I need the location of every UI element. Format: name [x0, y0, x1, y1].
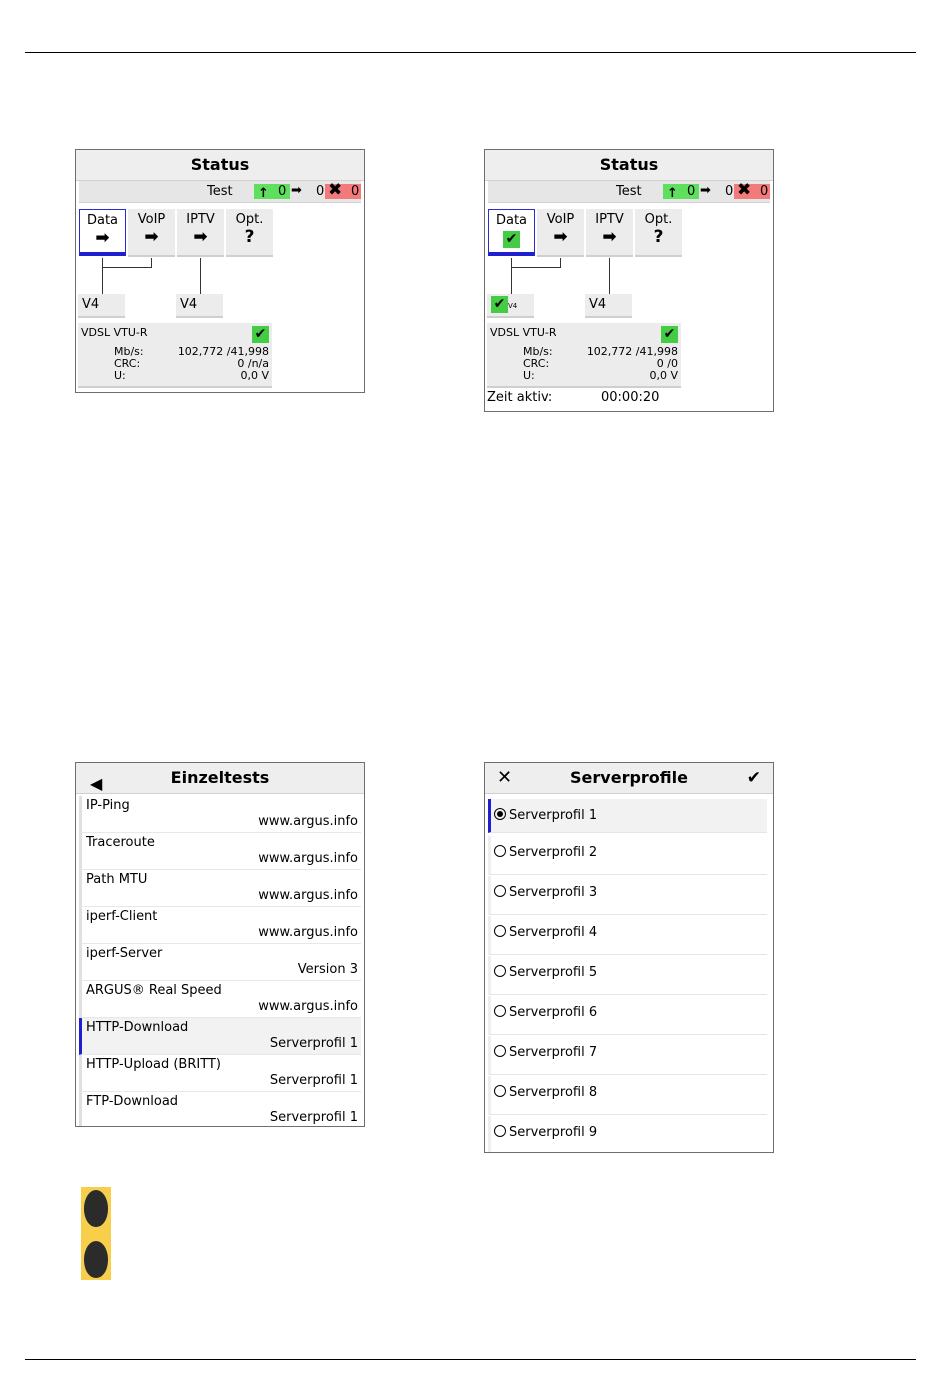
time-active-value: 00:00:20 — [601, 390, 660, 405]
radio-icon[interactable] — [494, 845, 506, 857]
tree-line — [609, 258, 610, 294]
tree-line — [511, 258, 512, 294]
passed-counter: ↑ 0 — [663, 184, 699, 199]
check-icon: ✔ — [661, 326, 678, 343]
tree-line — [560, 258, 561, 268]
time-active-label: Zeit aktiv: — [487, 390, 553, 405]
right-arrow-icon: ➡ — [144, 227, 159, 247]
serverprofile-option[interactable]: Serverprofil 2 — [488, 836, 767, 875]
test-summary-bar — [488, 181, 770, 203]
tab-options[interactable]: Opt. ? — [226, 209, 273, 257]
serverprofile-option[interactable]: Serverprofil 3 — [488, 876, 767, 915]
serverprofile-option[interactable]: Serverprofil 5 — [488, 956, 767, 995]
vdsl-status-panel: VDSL VTU-R ✔ Mb/s: 102,772 /41,998 CRC: 0 /0 U: 0,0 V — [487, 323, 681, 388]
check-icon: ✔ — [252, 326, 269, 343]
radio-selected-icon[interactable] — [494, 808, 506, 820]
check-icon: ✔ — [503, 231, 520, 248]
question-icon: ? — [244, 227, 255, 247]
tab-voip[interactable]: VoIP ➡ — [537, 209, 584, 257]
up-arrow-icon: ↑ — [667, 186, 678, 201]
hardware-keys — [81, 1187, 111, 1280]
iptv-v4-node[interactable]: V4 — [585, 294, 632, 318]
running-counter: 0 — [725, 184, 734, 199]
list-item[interactable]: iperf-Server Version 3 — [79, 944, 361, 981]
radio-icon[interactable] — [494, 965, 506, 977]
test-label: Test — [616, 184, 642, 199]
serverprofile-title: ✕ Serverprofile ✔ — [485, 763, 773, 794]
data-v4-node[interactable]: V4 — [78, 294, 125, 318]
top-rule — [25, 52, 916, 53]
upper-softkey-icon[interactable] — [84, 1190, 108, 1227]
serverprofile-option[interactable]: Serverprofil 1 — [488, 799, 767, 833]
vdsl-header: VDSL VTU-R — [490, 326, 557, 339]
right-arrow-icon: ➡ — [95, 228, 110, 248]
right-arrow-icon: ➡ — [553, 227, 568, 247]
serverprofile-option[interactable]: Serverprofil 7 — [488, 1036, 767, 1075]
question-icon: ? — [653, 227, 664, 247]
tab-voip[interactable]: VoIP ➡ — [128, 209, 175, 257]
confirm-check-icon[interactable]: ✔ — [746, 768, 761, 788]
test-label: Test — [207, 184, 233, 199]
tree-line — [102, 267, 152, 268]
vdsl-status-panel: VDSL VTU-R ✔ Mb/s: 102,772 /41,998 CRC: 0 /n/a U: 0,0 V — [78, 323, 272, 388]
up-arrow-icon: ↑ — [258, 186, 269, 201]
status-screen-1 — [75, 149, 365, 393]
tab-options[interactable]: Opt. ? — [635, 209, 682, 257]
list-item[interactable]: iperf-Client www.argus.info — [79, 907, 361, 944]
failed-counter: ✖ 0 — [325, 184, 361, 199]
list-item[interactable]: IP-Ping www.argus.info — [79, 796, 361, 833]
tab-data[interactable]: Data ✔ — [488, 209, 535, 256]
list-item[interactable]: Traceroute www.argus.info — [79, 833, 361, 870]
check-icon: ✔ — [491, 296, 508, 313]
failed-counter: ✖ 0 — [734, 184, 770, 199]
right-arrow-icon: ➡ — [291, 183, 302, 198]
close-icon[interactable]: ✕ — [497, 767, 513, 788]
tab-iptv[interactable]: IPTV ➡ — [586, 209, 633, 257]
iptv-v4-node[interactable]: V4 — [176, 294, 223, 318]
passed-counter: ↑ 0 — [254, 184, 290, 199]
fail-x-icon: ✖ — [328, 180, 343, 200]
tab-iptv[interactable]: IPTV ➡ — [177, 209, 224, 257]
serverprofile-screen — [484, 762, 774, 1153]
serverprofile-option[interactable]: Serverprofil 6 — [488, 996, 767, 1035]
right-arrow-icon: ➡ — [700, 183, 711, 198]
serverprofile-option[interactable]: Serverprofil 4 — [488, 916, 767, 955]
serverprofile-option[interactable]: Serverprofil 8 — [488, 1076, 767, 1115]
vdsl-header: VDSL VTU-R — [81, 326, 148, 339]
radio-icon[interactable] — [494, 1085, 506, 1097]
tree-line — [151, 258, 152, 268]
radio-icon[interactable] — [494, 885, 506, 897]
lower-softkey-icon[interactable] — [84, 1241, 108, 1278]
einzeltests-title: ◀ Einzeltests — [76, 763, 364, 794]
data-v4-node[interactable]: ✔ V4 — [487, 294, 534, 318]
test-summary-bar — [79, 181, 361, 203]
tree-line — [511, 267, 561, 268]
tab-data[interactable]: Data ➡ — [79, 209, 126, 256]
list-item[interactable]: ARGUS® Real Speed www.argus.info — [79, 981, 361, 1018]
back-icon[interactable]: ◀ — [90, 774, 103, 793]
radio-icon[interactable] — [494, 1005, 506, 1017]
list-item[interactable]: HTTP-Upload (BRITT) Serverprofil 1 — [79, 1055, 361, 1092]
bottom-rule — [25, 1359, 916, 1360]
radio-icon[interactable] — [494, 1045, 506, 1057]
radio-icon[interactable] — [494, 1125, 506, 1137]
right-arrow-icon: ➡ — [193, 227, 208, 247]
serverprofile-option[interactable]: Serverprofil 9 — [488, 1116, 767, 1153]
status-title: Status — [76, 150, 364, 181]
tree-line — [102, 258, 103, 294]
running-counter: 0 — [316, 184, 325, 199]
radio-icon[interactable] — [494, 925, 506, 937]
einzeltests-screen — [75, 762, 365, 1127]
list-item[interactable]: Path MTU www.argus.info — [79, 870, 361, 907]
fail-x-icon: ✖ — [737, 180, 752, 200]
status-screen-2 — [484, 149, 774, 412]
list-item[interactable]: FTP-Download Serverprofil 1 — [79, 1092, 361, 1127]
status-title: Status — [485, 150, 773, 181]
list-item[interactable]: HTTP-Download Serverprofil 1 — [79, 1018, 361, 1055]
tree-line — [200, 258, 201, 294]
right-arrow-icon: ➡ — [602, 227, 617, 247]
